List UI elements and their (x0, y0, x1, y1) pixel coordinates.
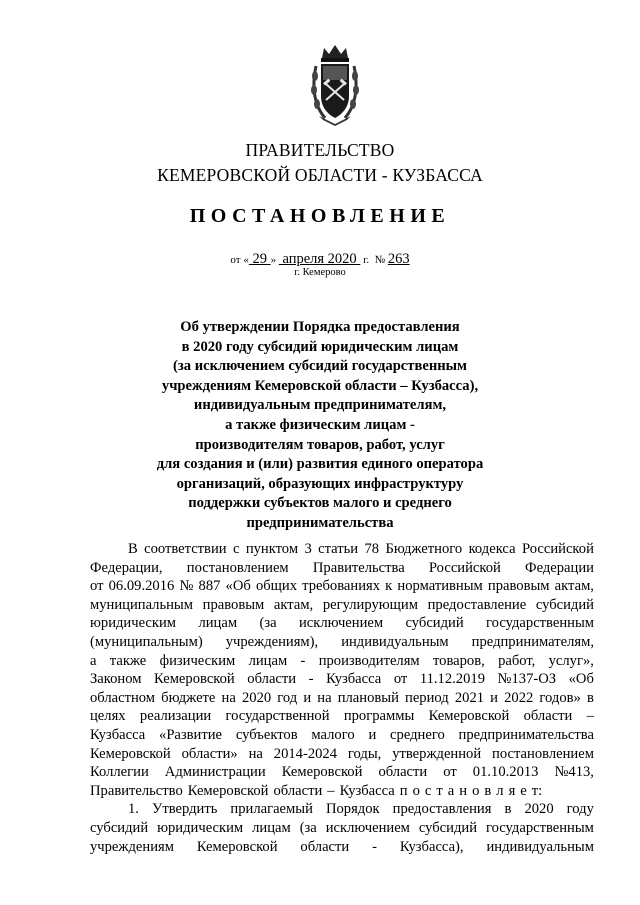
title-line: поддержки субъектов малого и среднего (188, 495, 452, 512)
title-line: организаций, образующих инфраструктуру (176, 475, 464, 492)
body-line: муниципальным правовым актам, регулирующим предоставление субсидий (90, 596, 594, 613)
title-line: индивидуальным предпринимателям, (193, 397, 447, 414)
title-line: производителям товаров, работ, услуг (195, 436, 445, 453)
title-line: а также физическим лицам - (225, 416, 415, 433)
document-number: 263 (387, 251, 410, 267)
title-line: в 2020 году субсидий юридическим лицам (181, 338, 459, 355)
body-line: Законом Кемеровской области - Кузбасса от 11.12.2019 №137-ОЗ «Об (90, 671, 594, 688)
body-line: Федерации, постановлением Правительства Российской Федерации (90, 559, 594, 576)
body-line: субсидий юридическим лицам (за исключением субсидий государственным (90, 819, 594, 836)
body-line: 1. Утвердить прилагаемый Порядок предоставления в 2020 году (128, 801, 594, 818)
body-line: Коллегии Администрации Кемеровской области от 01.10.2013 №413, (90, 764, 594, 781)
body-line: Кузбасса «Развитие субъектов малого и среднего предпринимательства (90, 726, 594, 743)
document-title (120, 318, 520, 534)
title-line: предпринимательства (246, 514, 394, 531)
body-line: (муниципальным) учреждениям), индивидуальным предпринимателям, (90, 633, 594, 650)
title-line: для создания и (или) развития единого оператора (156, 456, 484, 473)
date-sep: » (270, 254, 277, 266)
date-year-suffix: г. (363, 254, 370, 266)
body-line: областном бюджете на 2020 год и на плановый период 2021 и 2022 годов» в (90, 689, 594, 706)
date-month-year: апреля 2020 (282, 251, 357, 267)
title-line: Об утверждении Порядка предоставления (180, 319, 460, 335)
document-type-heading: ПОСТАНОВЛЕНИЕ (189, 205, 451, 227)
date-prefix: от « (230, 254, 249, 266)
body-line: целях реализации государственной программы Кемеровской области – (90, 708, 594, 725)
body-line: Кемеровской области» на 2014-2024 годы, утвержденной постановлением (90, 745, 594, 762)
government-name-line1: ПРАВИТЕЛЬСТВО (245, 140, 395, 160)
title-line: учреждениям Кемеровской области – Кузбасса), (161, 377, 479, 394)
body-line: учреждениям Кемеровской области - Кузбасса), индивидуальным (90, 838, 594, 855)
date-day: 29 (252, 251, 267, 267)
document-date-line (0, 251, 640, 268)
document-body (90, 540, 594, 856)
number-label: № (374, 254, 386, 266)
body-line: а также физическим лицам - производителям товаров, работ, услуг», (90, 652, 594, 669)
body-line: от 06.09.2016 № 887 «Об общих требованиях к нормативным правовым актам, (90, 578, 594, 595)
body-line: Правительство Кемеровской области – Кузбасса п о с т а н о в л я е т: (90, 782, 543, 799)
title-line: (за исключением субсидий государственным (173, 358, 467, 375)
body-line: юридическим лицам (за исключением субсидий государственным (90, 615, 594, 632)
body-line: В соответствии с пунктом 3 статьи 78 Бюджетного кодекса Российской (128, 541, 594, 557)
kuzbass-coat-of-arms-icon (310, 44, 360, 126)
document-city: г. Кемерово (294, 267, 346, 278)
government-name-line2: КЕМЕРОВСКОЙ ОБЛАСТИ - КУЗБАССА (157, 165, 483, 185)
